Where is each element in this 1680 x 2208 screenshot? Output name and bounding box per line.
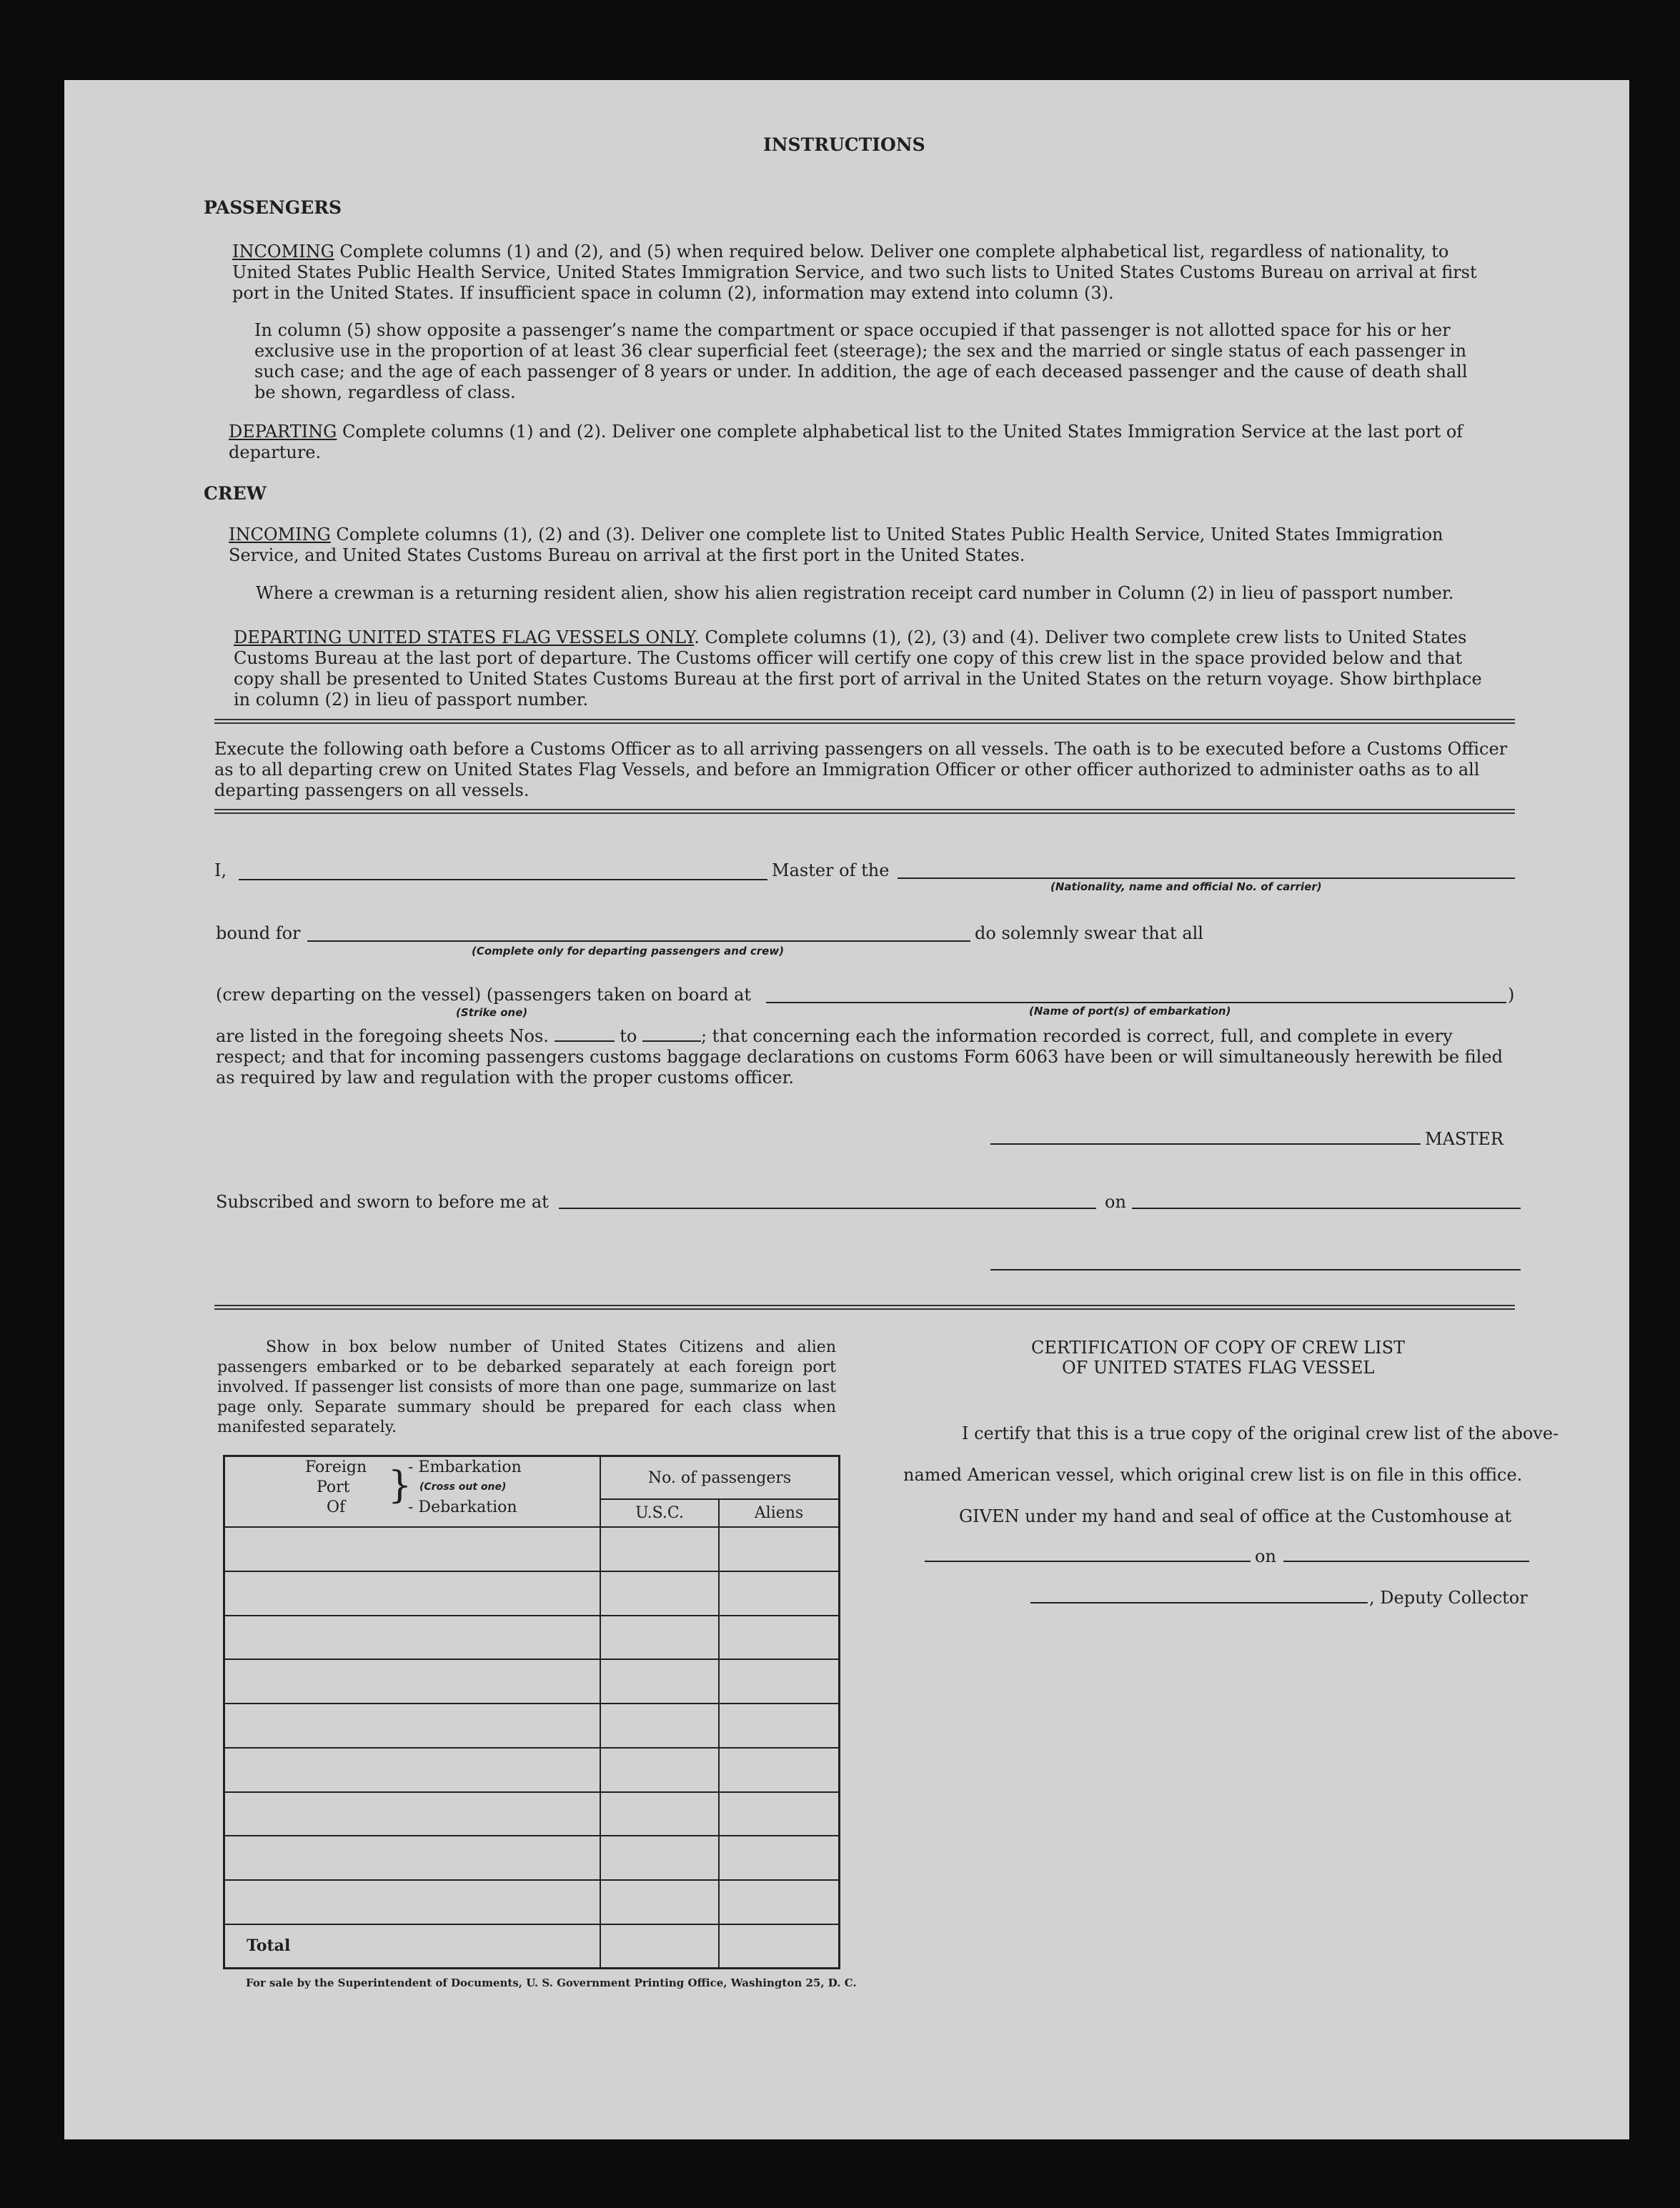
port-cell[interactable] <box>224 1659 601 1704</box>
customhouse-field[interactable] <box>925 1561 1251 1562</box>
aliens-cell[interactable] <box>719 1836 840 1880</box>
crew-departing-label: (crew departing on the vessel) (passengers taken on board at <box>216 985 752 1005</box>
crew-departing-text: . Complete columns (1), (2), (3) and (4). Deliver two complete crew lists to United States Customs Bureau at the last port of departure. The Customs officer will certify one copy of this crew list in the space provided below and that copy shall be presented to United States Customs Bureau at the first port of arrival in the United States on the return voyage. Show birthplace in column (2) in lieu of passport number. <box>234 627 1482 710</box>
sworn-place-field[interactable] <box>559 1208 1096 1209</box>
port-cell[interactable] <box>224 1880 601 1924</box>
crew-resident-paragraph: Where a crewman is a returning resident alien, show his alien registration receipt card number in Column (2) in lieu of passport number. <box>256 583 1454 603</box>
foreign-label: Foreign <box>305 1458 367 1476</box>
aliens-cell[interactable] <box>719 1748 840 1792</box>
usc-cell[interactable] <box>600 1748 719 1792</box>
port-cell[interactable] <box>224 1704 601 1748</box>
oath-instruction: Execute the following oath before a Customs Officer as to all arriving passengers on all vessels. The oath is to be executed before a Customs Officer as to all departing crew on United States Flag Vessels, and before an Immigration Officer or other officer authorized to administer oaths as to all departing passengers on all vessels. <box>214 739 1508 800</box>
certification-date-field[interactable] <box>1283 1561 1529 1562</box>
to-label: to <box>620 1026 637 1046</box>
passengers-departing-label: DEPARTING <box>229 422 337 442</box>
port-cell[interactable] <box>224 1571 601 1616</box>
sworn-on-label: on <box>1105 1192 1126 1212</box>
aliens-cell[interactable] <box>719 1880 840 1924</box>
port-label: Port <box>317 1478 350 1496</box>
embarkation-port-field[interactable] <box>766 1002 1506 1003</box>
aliens-cell[interactable] <box>719 1659 840 1704</box>
divider <box>214 809 1515 814</box>
oath-i-label: I, <box>214 860 227 880</box>
deputy-collector-label: , Deputy Collector <box>1369 1588 1528 1608</box>
certification-line-1: I certify that this is a true copy of the original crew list of the above- <box>962 1423 1559 1443</box>
divider <box>214 719 1515 724</box>
no-of-passengers-header: No. of passengers <box>600 1456 840 1500</box>
aliens-cell[interactable] <box>719 1792 840 1836</box>
debarkation-label: - Debarkation <box>408 1498 517 1516</box>
summary-instruction: Show in box below number of United States Citizens and alien passengers embarked or to be debarked separately at each foreign port involved. If passenger list consists of more than one page, summarize on last page only. Separate summary should be prepared for each class when manifested separately. <box>217 1338 836 1436</box>
crew-incoming-label: INCOMING <box>229 524 331 544</box>
usc-cell[interactable] <box>600 1527 719 1571</box>
of-label: Of <box>327 1498 346 1516</box>
crew-incoming-text: Complete columns (1), (2) and (3). Deliver one complete list to United States Public Health Service, United States Immigration Service, and United States Customs Bureau on arrival at the first port in the United States. <box>229 524 1443 565</box>
cross-out-caption: (Cross out one) <box>419 1481 507 1493</box>
sheet-to-field[interactable] <box>642 1028 701 1042</box>
usc-cell[interactable] <box>600 1659 719 1704</box>
carrier-field[interactable] <box>898 877 1515 879</box>
embarkation-label: - Embarkation <box>408 1458 522 1476</box>
aliens-header: Aliens <box>719 1499 840 1527</box>
passengers-column5-paragraph: In column (5) show opposite a passenger’s name the compartment or space occupied if that passenger is not allotted space for his or her exclusive use in the proportion of at least 36 clear superficial feet (steerage); the sex and the married or single status of each passenger in such case; and the age of each passenger of 8 years or under. In addition, the age of each deceased passenger and the cause of death shall be shown, regardless of class. <box>254 320 1468 402</box>
master-of-the-label: Master of the <box>772 860 890 880</box>
certification-title-2: OF UNITED STATES FLAG VESSEL <box>1062 1358 1375 1378</box>
passenger-summary-table <box>223 1455 840 1969</box>
port-caption: (Name of port(s) of embarkation) <box>1029 1005 1231 1018</box>
listed-rest: ; that concerning each the information recorded is correct, full, and complete in every respect; and that for incoming passengers customs baggage declarations on customs Form 6063 have been or will simultaneously herewith be filed as required by law and regulation with the proper customs officer. <box>216 1026 1503 1088</box>
master-signature-field[interactable] <box>990 1143 1421 1145</box>
aliens-cell[interactable] <box>719 1704 840 1748</box>
brace-icon: } <box>388 1464 412 1507</box>
passengers-incoming-text: Complete columns (1) and (2), and (5) when required below. Deliver one complete alphabetical list, regardless of nationality, to United States Public Health Service, United States Immigration Service, and two such lists to United States Customs Bureau on arrival at first port in the United States. If insufficient space in column (2), information may extend into column (3). <box>232 242 1477 303</box>
sheet-from-field[interactable] <box>555 1028 615 1042</box>
bound-for-caption: (Complete only for departing passengers and crew) <box>472 945 785 958</box>
port-cell[interactable] <box>224 1527 601 1571</box>
crew-incoming-paragraph <box>229 524 1486 566</box>
passengers-header: PASSENGERS <box>204 197 342 218</box>
crew-departing-paragraph <box>234 627 1486 710</box>
usc-header: U.S.C. <box>600 1499 719 1527</box>
certification-on-label: on <box>1255 1546 1276 1566</box>
sworn-date-field[interactable] <box>1132 1208 1521 1209</box>
port-cell[interactable] <box>224 1748 601 1792</box>
certification-line-3: GIVEN under my hand and seal of office at the Customhouse at <box>959 1506 1512 1526</box>
close-paren: ) <box>1508 985 1515 1005</box>
certification-line-2: named American vessel, which original crew list is on file in this office. <box>903 1465 1523 1485</box>
passengers-departing-text: Complete columns (1) and (2). Deliver one complete alphabetical list to the United States Immigration Service at the last port of departure. <box>229 422 1463 462</box>
total-label: Total <box>224 1924 601 1969</box>
page-title: INSTRUCTIONS <box>763 134 925 155</box>
port-cell[interactable] <box>224 1792 601 1836</box>
aliens-cell[interactable] <box>719 1527 840 1571</box>
carrier-caption: (Nationality, name and official No. of carrier) <box>1050 880 1322 893</box>
master-name-field[interactable] <box>239 879 767 880</box>
strike-one-caption: (Strike one) <box>456 1006 528 1019</box>
passengers-departing-paragraph <box>229 422 1486 463</box>
bound-for-label: bound for <box>216 923 301 943</box>
certification-title-1: CERTIFICATION OF COPY OF CREW LIST <box>1031 1338 1406 1358</box>
usc-cell[interactable] <box>600 1880 719 1924</box>
port-cell[interactable] <box>224 1616 601 1660</box>
listed-paragraph <box>216 1026 1515 1088</box>
passengers-incoming-label: INCOMING <box>232 242 334 262</box>
subscribed-label: Subscribed and sworn to before me at <box>216 1192 549 1212</box>
swear-label: do solemnly swear that all <box>975 923 1203 943</box>
crew-header: CREW <box>204 483 267 504</box>
crew-departing-label: DEPARTING UNITED STATES FLAG VESSELS ONLY <box>234 627 695 647</box>
total-usc-cell[interactable] <box>600 1924 719 1969</box>
master-label: MASTER <box>1425 1129 1503 1149</box>
gpo-footer: For sale by the Superintendent of Documents, U. S. Government Printing Office, Washington 25, D. C. <box>246 1976 857 1989</box>
usc-cell[interactable] <box>600 1836 719 1880</box>
passengers-incoming-paragraph <box>232 242 1488 304</box>
total-aliens-cell[interactable] <box>719 1924 840 1969</box>
deputy-signature-field[interactable] <box>1030 1602 1368 1603</box>
port-cell[interactable] <box>224 1836 601 1880</box>
bound-for-field[interactable] <box>307 940 970 942</box>
officer-signature-field[interactable] <box>990 1269 1521 1270</box>
divider <box>214 1305 1515 1310</box>
aliens-cell[interactable] <box>719 1616 840 1660</box>
usc-cell[interactable] <box>600 1704 719 1748</box>
foreign-port-header <box>224 1456 601 1528</box>
usc-cell[interactable] <box>600 1616 719 1660</box>
listed-prefix: are listed in the foregoing sheets Nos. <box>216 1026 549 1046</box>
usc-cell[interactable] <box>600 1571 719 1616</box>
usc-cell[interactable] <box>600 1792 719 1836</box>
aliens-cell[interactable] <box>719 1571 840 1616</box>
